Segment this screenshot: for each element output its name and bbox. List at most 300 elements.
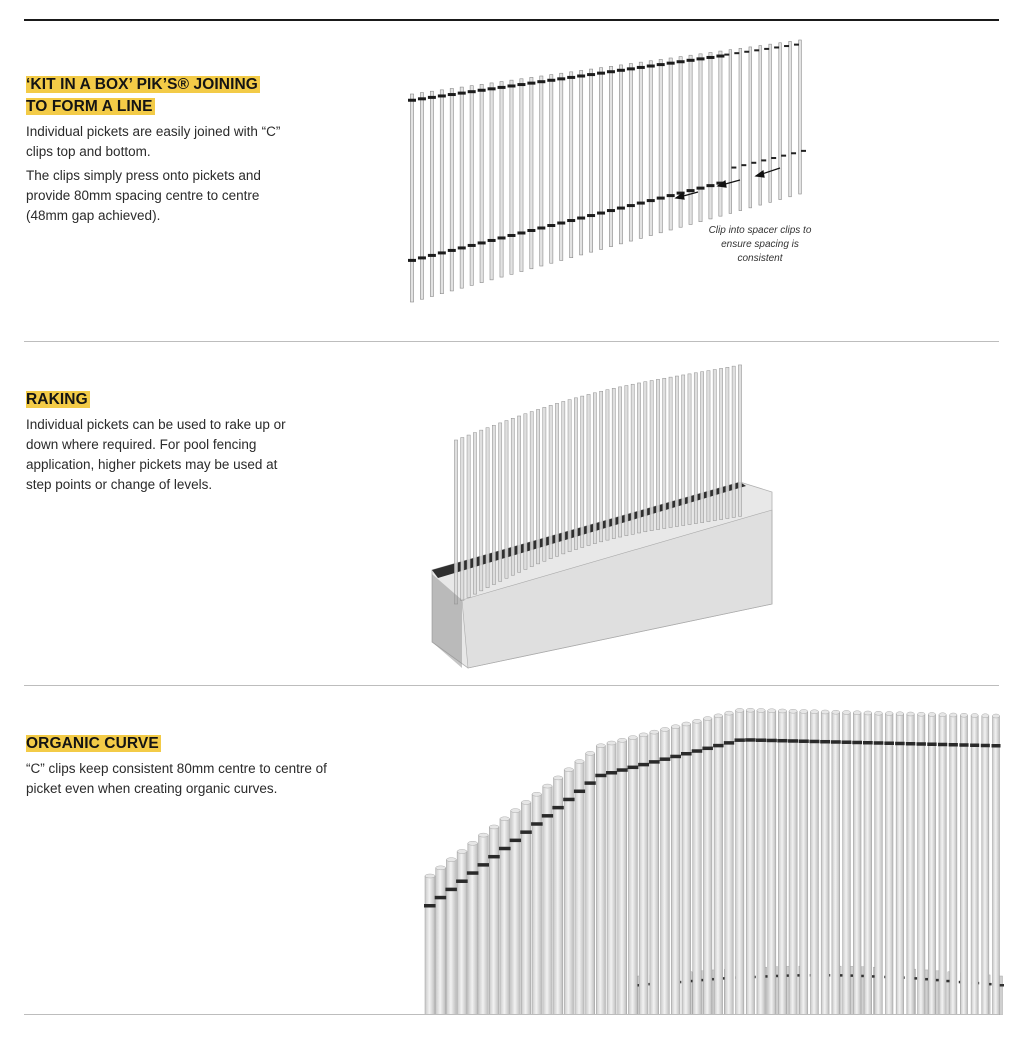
picket [524,414,527,570]
picket [729,50,732,214]
c-clip [771,157,776,159]
picket [530,412,533,567]
picket [543,786,552,1015]
picket [628,738,637,1015]
picket [511,418,514,575]
c-clip [478,89,486,92]
picket [581,396,584,547]
c-clip [831,740,841,744]
c-clip [408,99,416,102]
c-clip [627,204,635,207]
c-clip [852,741,862,745]
picket [425,876,435,1015]
picket [800,711,808,1015]
c-clip [895,742,905,746]
c-clip [697,187,705,190]
c-clip [445,888,457,892]
c-clip [660,757,671,761]
picket [550,75,553,264]
picket [907,714,914,1015]
picket [639,62,642,238]
picket [562,401,565,553]
picket-cap [939,713,946,717]
c-clip [751,162,756,164]
picket-cap [661,727,670,731]
picket-cap [853,711,861,715]
c-clip [577,217,585,220]
picket-cap [671,725,680,729]
c-clip [527,82,535,85]
picket [618,740,627,1015]
picket [599,68,602,250]
picket-cap [586,751,595,755]
picket [619,65,622,244]
picket-cap [532,792,541,796]
c-clip [542,814,553,818]
picket [713,370,716,521]
c-clip [617,207,625,210]
picket-cap [725,711,733,715]
picket [505,421,508,579]
c-clip [764,48,769,50]
picket-cap [564,768,573,772]
c-clip [438,251,446,254]
picket-cap [928,712,935,716]
picket [675,376,678,526]
c-clip [801,150,806,152]
c-clip [647,65,655,68]
picket [521,802,530,1015]
picket [669,58,672,230]
c-clip [531,822,542,826]
picket [510,80,513,274]
c-clip [435,896,447,900]
picket [479,835,489,1015]
picket [589,69,592,252]
c-clip [567,76,575,79]
picket [553,778,562,1015]
c-clip [537,80,545,83]
picket [799,40,802,194]
c-clip [927,742,936,746]
c-clip [657,197,665,200]
c-clip [557,77,565,80]
picket [689,55,692,224]
picket-line-illustration [0,0,1020,330]
c-clip [767,739,777,743]
picket-cap [425,874,435,878]
picket [650,732,659,1015]
c-clip [567,219,575,222]
picket [536,409,539,563]
picket [532,794,541,1015]
c-clip [488,239,496,242]
c-clip [563,798,574,802]
picket [738,365,741,516]
picket [457,851,467,1015]
c-clip [577,74,585,77]
c-clip [552,806,563,810]
picket [596,746,605,1015]
picket [682,375,685,525]
c-clip [627,67,635,70]
picket [450,88,453,290]
c-clip [520,830,531,834]
picket [682,724,691,1015]
picket-cap [971,713,978,717]
c-clip [637,202,645,205]
picket-cap [446,858,456,862]
picket-cap [500,817,510,821]
picket [679,57,682,228]
c-clip [488,855,500,859]
picket-cap [468,841,478,845]
picket [580,70,583,254]
picket [714,716,722,1015]
picket-cap [757,708,765,712]
picket [468,843,478,1015]
picket [778,711,786,1015]
picket [574,398,577,550]
c-clip [468,244,476,247]
c-clip [713,744,723,748]
c-clip [498,236,506,239]
picket [570,72,573,258]
c-clip [692,749,703,753]
picket [625,386,628,536]
picket [669,377,672,527]
c-clip [637,66,645,69]
c-clip [777,739,787,743]
c-clip [517,83,525,86]
c-clip [458,92,466,95]
picket [725,713,733,1015]
c-clip [537,227,545,230]
picket-cap [918,712,925,716]
picket [587,394,590,545]
picket [719,51,722,216]
c-clip [774,46,779,48]
picket-cap [960,713,967,717]
picket [609,66,612,246]
picket-cap [907,712,914,716]
c-clip [863,741,873,745]
c-clip [424,904,436,908]
picket-cap [875,711,883,715]
picket [575,762,584,1015]
curve-front-pickets [424,708,1001,1015]
picket [480,84,483,282]
picket [726,367,729,518]
c-clip [448,93,456,96]
picket-cap [703,717,712,721]
picket-cap [768,709,776,713]
c-clip [716,55,724,58]
picket [853,713,861,1015]
picket [430,91,433,296]
picket [939,715,946,1015]
picket [739,48,742,210]
picket [821,712,829,1015]
c-clip [744,51,749,53]
c-clip [510,839,522,843]
picket [719,368,722,519]
c-clip [992,744,1001,748]
c-clip [959,743,968,747]
c-clip [498,86,506,89]
picket-cap [810,710,818,714]
picket-cap [885,711,893,715]
c-clip [428,96,436,99]
picket [960,715,967,1015]
c-clip [687,59,695,62]
c-clip [681,752,692,756]
raking-illustration [0,342,1020,684]
c-clip [842,740,852,744]
picket [618,387,621,537]
c-clip [670,755,681,759]
c-clip [617,69,625,72]
picket [631,384,634,534]
picket [500,82,503,278]
section-1-heading-line1: ‘KIT IN A BOX’ PIK’S® JOINING [26,76,258,93]
picket [560,73,563,260]
picket [659,59,662,232]
picket-cap [618,738,627,742]
picket-cap [639,733,648,737]
picket-cap [746,708,754,712]
picket-cap [950,713,957,717]
picket [555,403,558,556]
c-clip [527,229,535,232]
picket [410,94,413,302]
picket [768,711,776,1015]
picket-cap [596,744,605,748]
picket [699,54,702,222]
c-clip [547,224,555,227]
picket [490,83,493,280]
picket [832,712,840,1015]
c-clip [706,184,714,187]
c-clip [428,254,436,257]
picket-cap [575,760,584,764]
picket [460,87,463,288]
section-1-paragraph-1: Individual pickets are easily joined with “C” clips top and bottom. [26,124,281,159]
picket-cap [843,710,851,714]
c-clip [606,771,617,775]
picket-cap [521,800,530,804]
picket [693,721,702,1015]
picket [694,373,697,524]
c-clip [458,246,466,249]
c-clip [794,44,799,46]
c-clip [949,743,958,747]
c-clip [657,63,665,66]
picket [663,378,666,528]
picket [549,405,552,558]
picket [518,416,521,572]
section-3-paragraph-1: “C” clips keep consistent 80mm centre to centre of picket even when creating organic curves. [26,761,327,796]
picket [461,438,464,601]
c-clip [970,743,979,747]
c-clip [874,741,884,745]
section-2-paragraph-1: Individual pickets can be used to rake up or down where required. For pool fencing application, higher pickets may be used at step points or change of levels. [26,417,286,492]
picket [864,713,872,1015]
organic-curve-illustration [0,686,1020,1015]
picket-cap [682,722,691,726]
picket [757,710,765,1015]
c-clip [938,743,947,747]
picket [593,393,596,544]
picket-cap [511,809,521,813]
c-clip [468,90,476,93]
picket-cap [489,825,499,829]
picket [656,379,659,529]
c-clip [917,742,926,746]
c-clip [587,73,595,76]
c-clip [638,763,649,767]
picket [707,371,710,522]
picket [612,388,615,538]
picket-cap [693,719,702,723]
c-clip [734,52,739,54]
clip-caption: Clip into spacer clips to ensure spacing is consistent [708,225,812,264]
picket [843,712,851,1015]
picket-cap [789,709,797,713]
c-clip [448,249,456,252]
section-1-heading-line2: TO FORM A LINE [26,98,153,115]
picket [896,714,904,1015]
c-clip [820,740,830,744]
picket-cap [607,741,616,745]
picket [993,716,1000,1015]
picket [530,77,533,268]
picket [543,407,546,561]
picket-cap [982,714,989,718]
divider-3 [24,1014,999,1015]
picket [637,383,640,533]
picket [789,711,797,1015]
c-clip [467,871,479,875]
picket-cap [543,784,552,788]
picket [709,52,712,218]
picket [971,715,978,1015]
c-clip [547,79,555,82]
c-clip [781,155,786,157]
c-clip [587,214,595,217]
c-clip [884,741,894,745]
picket-cap [553,776,562,780]
picket-cap [832,710,840,714]
picket [732,366,735,517]
picket [982,716,989,1015]
c-clip [981,744,990,748]
picket-cap [479,833,489,837]
picket [586,753,595,1015]
picket [950,715,957,1015]
picket [629,64,632,242]
picket-cap [714,714,722,718]
picket [492,425,495,584]
c-clip [706,56,714,59]
c-clip [687,189,695,192]
c-clip [438,94,446,97]
picket [779,43,782,200]
c-clip [478,863,490,867]
picket [568,400,571,552]
picket [736,710,744,1015]
c-clip [799,739,809,743]
c-clip [488,87,496,90]
c-clip [617,768,628,772]
c-clip [507,234,515,237]
c-clip [499,847,511,851]
picket [789,41,792,196]
picket [875,713,883,1015]
picket [470,86,473,286]
picket-cap [778,709,786,713]
c-clip [761,159,766,161]
c-clip [627,766,638,770]
picket [607,743,616,1015]
picket [436,868,446,1015]
c-clip [667,194,675,197]
picket [759,46,762,206]
c-clip [735,738,745,742]
c-clip [595,774,606,778]
picket [749,47,752,208]
c-clip [418,97,426,100]
c-clip [597,212,605,215]
picket-cap [650,730,659,734]
section-2-heading-line1: RAKING [26,391,88,408]
c-clip [517,231,525,234]
c-clip [724,54,729,56]
picket [810,712,818,1015]
picket [688,374,691,525]
picket [918,714,925,1015]
picket [639,735,648,1015]
picket [454,440,457,604]
picket [928,714,935,1015]
c-clip [745,738,755,742]
c-clip [791,152,796,154]
picket [661,729,670,1015]
picket [671,727,680,1015]
c-clip [647,199,655,202]
c-clip [756,738,766,742]
c-clip [607,70,615,73]
picket-cap [993,714,1000,718]
picket-cap [436,866,446,870]
c-clip [667,62,675,65]
picket-cap [821,710,829,714]
picket [520,79,523,272]
picket [540,76,543,266]
picket [486,428,489,588]
picket [885,713,893,1015]
picket [480,430,483,591]
c-clip [456,879,468,883]
c-clip [731,167,736,169]
picket-cap [736,708,744,712]
picket [746,710,754,1015]
c-clip [809,740,819,744]
c-clip [574,790,585,794]
c-clip [418,256,426,259]
picket [644,382,647,532]
section-3-heading-line1: ORGANIC CURVE [26,735,159,752]
